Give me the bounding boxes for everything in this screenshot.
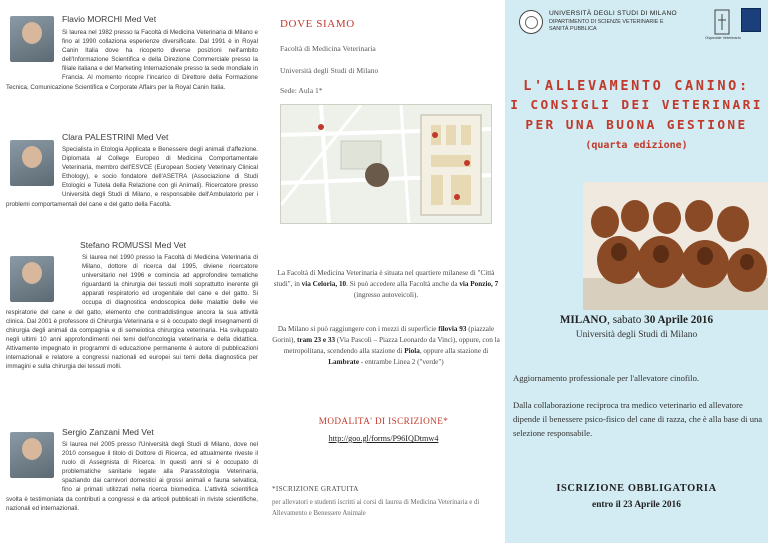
university-name: Università degli Studi di Milano xyxy=(280,66,379,75)
puppies-image xyxy=(583,182,768,310)
venue-room: Sede: Aula 1* xyxy=(280,86,323,95)
event-date: MILANO, sabato 30 Aprile 2016 xyxy=(559,314,714,326)
speakers-panel xyxy=(0,0,262,543)
mandatory-registration-title: ISCRIZIONE OBBLIGATORIA xyxy=(556,483,717,494)
map-graphic xyxy=(281,105,492,224)
department-name: DIPARTIMENTO DI SCIENZE VETERINARIE E SANITÀ PUBBLICA xyxy=(549,19,664,32)
speaker-bio: Si laurea nel 1982 presso la Facoltà di Medicina Veterinaria di Milano e fino al 1990 collaziona esperienze diversificate. Dal 1991 è in Royal Canin Italia dove ha ricoperto diverse posizioni nell'ambito dell'Informazione Scientifica e della Direzione Commerciale presso la filiale italiana e del Marketing Internazionale presso la sede mondiale in Francia. Al momento ricopre l'incarico di Direttore della Formazione Tecnica, Comunicazione Scientifica e Corporate Affairs per la Royal Canin Italia. xyxy=(6,29,258,91)
sponsor-logo-icon xyxy=(741,8,761,32)
university-name: UNIVERSITÀ DEGLI STUDI DI MILANO xyxy=(549,10,677,17)
registration-heading: MODALITA' DI ISCRIZIONE* xyxy=(318,416,449,426)
event-place: Università degli Studi di Milano xyxy=(575,330,698,340)
registration-deadline: entro il 23 Aprile 2016 xyxy=(592,500,681,510)
speaker-bio: Si laurea nel 1990 presso la Facoltà di Medicina Veterinaria di Milano, dottore di ricerca dal 1995, diviene ricercatore universitario nel 1996 e comincia ad approfondire tematiche riguardanti la chirurgia dei tessuti molli soprattutto inerente gli apparati respiratorio ed urogenitale del cane e del gatto. Si occupa di diagnostica endoscopica delle malattie delle vie respiratorie del cane e del gatto, elemento che contraddistingue ancora la sua attività clinica. Dal 2001 è professore di Chirurgia Veterinaria e si è occupato degli insegnamenti di chirurgia degli animali da compagnia e di semeiotica chirurgica veterinaria. Ha sviluppato negli ultimi 10 anni approfondimenti nei temi dell'oncologia veterinaria e della didattica. Attivamente impegnato in programmi di educazione permanente è autore di pubblicazioni internazionali e relatore a congressi nazionali ed europei sui temi della diagnostica per immagini e sulla chirurgia dei tessuti molli. xyxy=(6,254,258,371)
cover-panel xyxy=(505,0,768,543)
speaker-name: Clara PALESTRINI Med Vet xyxy=(62,132,169,142)
registration-link[interactable]: http://goo.gl/forms/P96IQDtmw4 xyxy=(328,434,439,443)
speaker-name: Stefano ROMUSSI Med Vet xyxy=(80,240,187,250)
university-seal-icon xyxy=(519,10,543,34)
location-map xyxy=(280,104,492,224)
puppies-photo xyxy=(583,182,768,310)
event-description: Dalla collaborazione reciproca tra medico veterinario ed allevatore dipende il benessere psico-fisico del cane di razza, che è alla base di una selezione responsabile. xyxy=(513,400,763,438)
free-registration-title: *ISCRIZIONE GRATUITA xyxy=(272,485,359,493)
event-title-line-3: PER UNA BUONA GESTIONE xyxy=(525,118,748,133)
speaker-name: Flavio MORCHI Med Vet xyxy=(62,14,157,24)
location-panel xyxy=(262,0,505,543)
event-edition: (quarta edizione) xyxy=(585,140,688,151)
speaker-bio: Specialista in Etologia Applicata e Benessere degli animali d'affezione. Diplomata al College Europeo di Medicina Comportamentale Veterinaria, membro dell'ESVCE (European Society Veterinary Clinical Ethology), e socio fondatore dell'ASETRA (Associazione di Studi Etologici e Tutela della Relazione con gli Animali). Ricercatore presso Università degli Studi di Milano, e responsabile dell'Ambulatorio per i problemi comportamentali del cane e del gatto della Facoltà. xyxy=(6,146,258,208)
location-description: La Facoltà di Medicina Veterinaria è situata nel quartiere milanese di "Città studi", in via Celoria, 10. Si può accedere alla Facoltà anche da via Ponzio, 7 (ingresso autoveicoli). xyxy=(273,269,499,299)
transport-description: Da Milano si può raggiungere con i mezzi di superficie filovia 93 (piazzale Gorini), tram 23 e 33 (Via Pascoli – Piazza Leonardo da Vinci), oppure, con la metropolitana, scendendo alla stazione di Piola, oppure alla stazione di Lambrate - entrambe Linea 2 ("verde") xyxy=(272,325,500,366)
hospital-logo-caption: Ospedale Veterinario xyxy=(705,36,741,40)
hospital-logo-icon xyxy=(713,8,731,36)
section-heading: DOVE SIAMO xyxy=(280,18,355,30)
event-subtitle: Aggiornamento professionale per l'allevatore cinofilo. xyxy=(513,373,700,383)
speaker-name: Sergio Zanzani Med Vet xyxy=(62,427,154,437)
event-title-line-2: I CONSIGLI DEI VETERINARI xyxy=(510,98,763,113)
event-title-line-1: L'ALLEVAMENTO CANINO: xyxy=(523,78,750,94)
speaker-bio: Si laurea nel 2005 presso l'Università degli Studi di Milano, dove nel 2010 consegue il titolo di Dottore di Ricerca, ed attualmente riveste il ruolo di Assegnista di Ricerca. In questi anni si è occupato di problematiche sanitarie legate alla Parassitologia Veterinaria, spaziando dai carnivori domestici ai grossi animali e fauna selvatica, fino ai primati utilizzati nella ricerca biomedica. L'attività scientifica svolta è testimoniata da contributi a congressi e da articoli pubblicati in riviste scientifiche, nazionali ed internazionali. xyxy=(6,441,258,512)
faculty-name: Facoltà di Medicina Veterinaria xyxy=(280,44,376,53)
free-registration-text: per allevatori e studenti iscritti ai corsi di laurea di Medicina Veterinaria e di Allevamento e Benessere Animale xyxy=(272,499,480,517)
